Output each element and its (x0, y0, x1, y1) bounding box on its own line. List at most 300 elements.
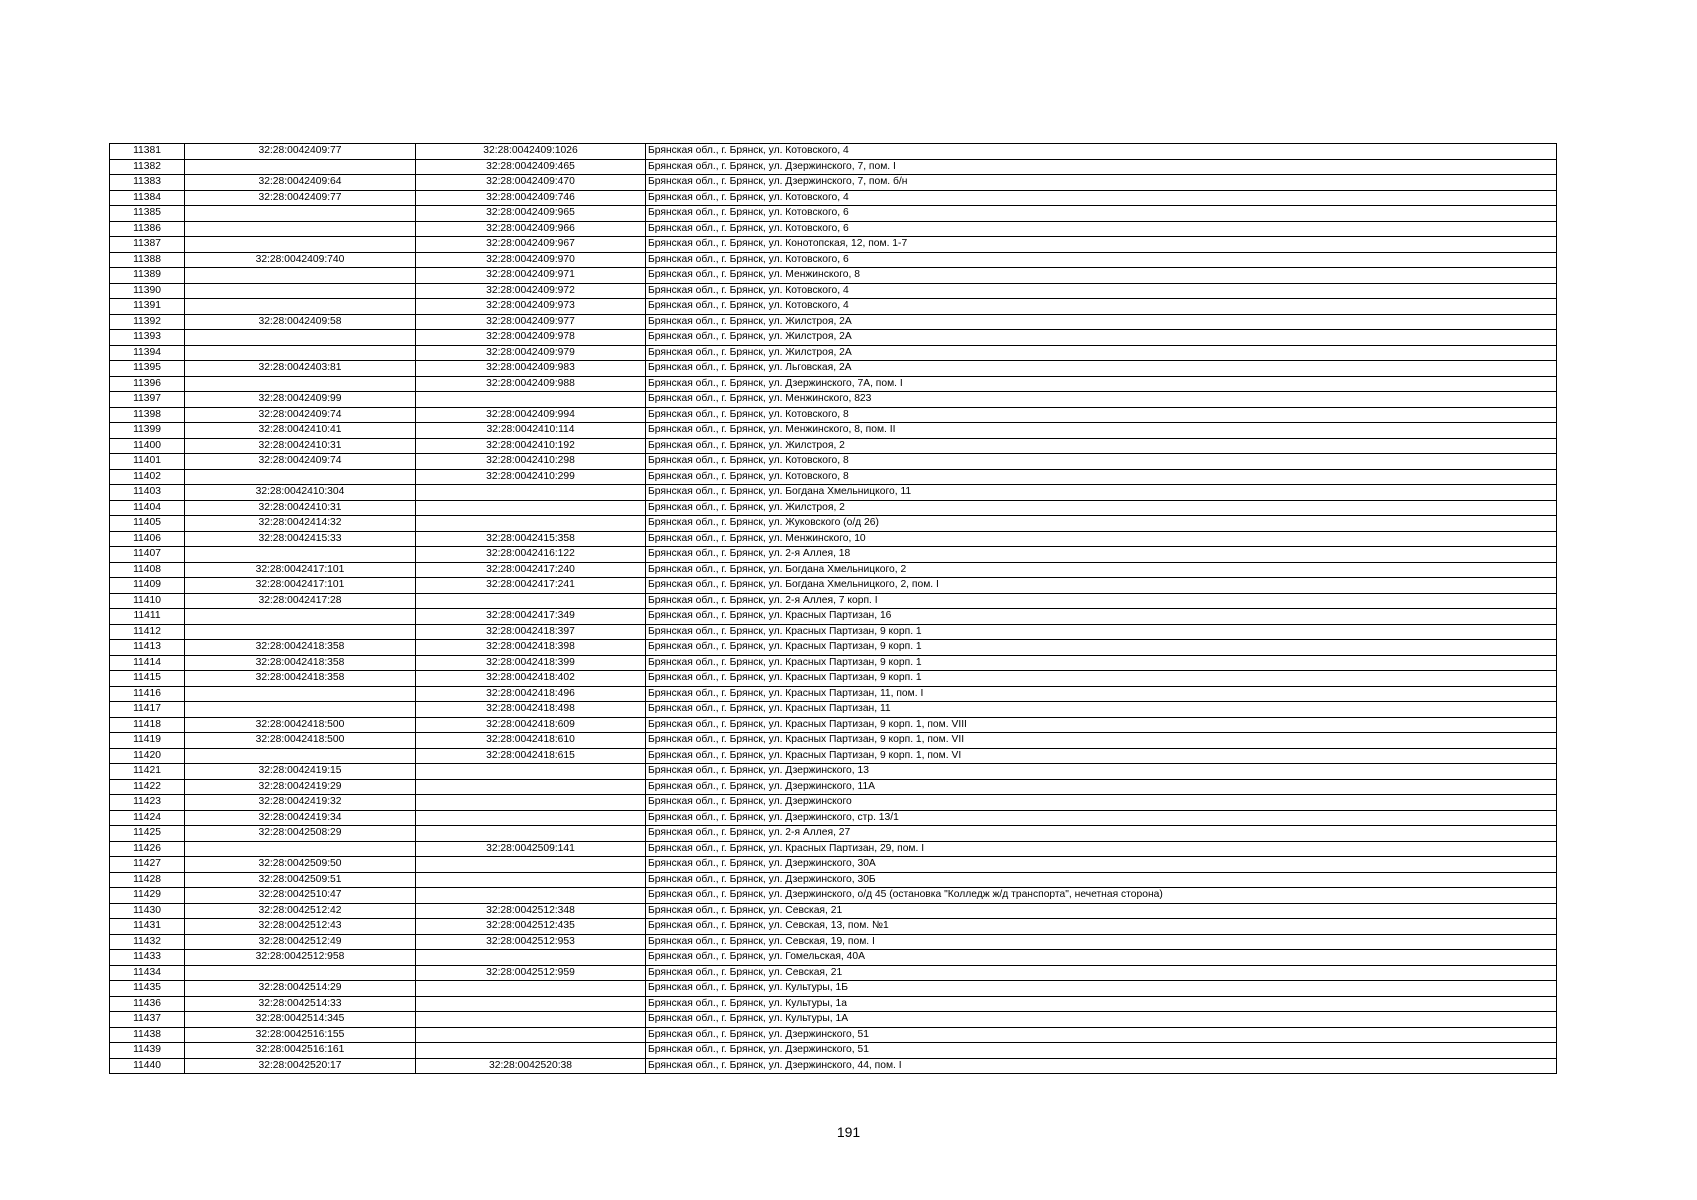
table-row (110, 175, 1557, 191)
table-row (110, 1012, 1557, 1028)
row-number-cell: 11421 (110, 764, 185, 780)
object-number-cell (416, 485, 646, 501)
table-row (110, 609, 1557, 625)
address-cell: Брянская обл., г. Брянск, ул. Красных Партизан, 16 (646, 609, 1557, 625)
table-row (110, 655, 1557, 671)
land-parcel-cell (185, 686, 416, 702)
table-row (110, 206, 1557, 222)
object-number-cell: 32:28:0042512:435 (416, 919, 646, 935)
land-parcel-cell: 32:28:0042520:17 (185, 1058, 416, 1074)
object-number-cell (416, 996, 646, 1012)
table-row (110, 268, 1557, 284)
land-parcel-cell (185, 748, 416, 764)
address-cell: Брянская обл., г. Брянск, ул. Дзержинского, о/д 45 (остановка "Колледж ж/д транспорта", нечетная сторона) (646, 888, 1557, 904)
row-number-cell: 11392 (110, 314, 185, 330)
table-row (110, 1058, 1557, 1074)
row-number-cell: 11424 (110, 810, 185, 826)
row-number-cell: 11402 (110, 469, 185, 485)
address-cell: Брянская обл., г. Брянск, ул. Красных Партизан, 11 (646, 702, 1557, 718)
table-row (110, 376, 1557, 392)
land-parcel-cell (185, 965, 416, 981)
table-row (110, 407, 1557, 423)
address-cell: Брянская обл., г. Брянск, ул. Красных Партизан, 9 корп. 1, пом. VIII (646, 717, 1557, 733)
land-parcel-cell: 32:28:0042410:31 (185, 500, 416, 516)
table-row (110, 469, 1557, 485)
object-number-cell (416, 1027, 646, 1043)
table-row (110, 733, 1557, 749)
land-parcel-cell (185, 206, 416, 222)
land-parcel-cell: 32:28:0042417:28 (185, 593, 416, 609)
row-number-cell: 11383 (110, 175, 185, 191)
object-number-cell (416, 764, 646, 780)
object-number-cell: 32:28:0042512:953 (416, 934, 646, 950)
table-row (110, 965, 1557, 981)
table-row (110, 779, 1557, 795)
address-cell: Брянская обл., г. Брянск, ул. Дзержинского, 51 (646, 1043, 1557, 1059)
address-cell: Брянская обл., г. Брянск, ул. Котовского, 6 (646, 252, 1557, 268)
row-number-cell: 11417 (110, 702, 185, 718)
object-number-cell: 32:28:0042520:38 (416, 1058, 646, 1074)
table-row (110, 826, 1557, 842)
object-number-cell (416, 1012, 646, 1028)
address-cell: Брянская обл., г. Брянск, ул. Дзержинского, 7А, пом. I (646, 376, 1557, 392)
row-number-cell: 11413 (110, 640, 185, 656)
row-number-cell: 11416 (110, 686, 185, 702)
object-number-cell: 32:28:0042409:966 (416, 221, 646, 237)
object-number-cell: 32:28:0042409:979 (416, 345, 646, 361)
land-parcel-cell: 32:28:0042419:15 (185, 764, 416, 780)
object-number-cell: 32:28:0042410:192 (416, 438, 646, 454)
land-parcel-cell: 32:28:0042418:358 (185, 671, 416, 687)
table-row (110, 624, 1557, 640)
table-row (110, 1043, 1557, 1059)
address-cell: Брянская обл., г. Брянск, ул. Дзержинского, 7, пом. б/н (646, 175, 1557, 191)
row-number-cell: 11403 (110, 485, 185, 501)
land-parcel-cell: 32:28:0042512:958 (185, 950, 416, 966)
land-parcel-cell (185, 469, 416, 485)
object-number-cell (416, 500, 646, 516)
table-row (110, 330, 1557, 346)
object-number-cell: 32:28:0042410:299 (416, 469, 646, 485)
row-number-cell: 11422 (110, 779, 185, 795)
object-number-cell: 32:28:0042409:967 (416, 237, 646, 253)
table-row (110, 345, 1557, 361)
object-number-cell: 32:28:0042409:973 (416, 299, 646, 315)
address-cell: Брянская обл., г. Брянск, ул. Дзержинского, 11А (646, 779, 1557, 795)
table-row (110, 748, 1557, 764)
address-cell: Брянская обл., г. Брянск, ул. Жилстроя, 2А (646, 345, 1557, 361)
address-cell: Брянская обл., г. Брянск, ул. Культуры, 1Б (646, 981, 1557, 997)
address-cell: Брянская обл., г. Брянск, ул. Дзержинского, 51 (646, 1027, 1557, 1043)
object-number-cell (416, 795, 646, 811)
object-number-cell: 32:28:0042409:977 (416, 314, 646, 330)
row-number-cell: 11430 (110, 903, 185, 919)
land-parcel-cell (185, 268, 416, 284)
land-parcel-cell (185, 702, 416, 718)
object-number-cell: 32:28:0042417:240 (416, 562, 646, 578)
table-row (110, 283, 1557, 299)
object-number-cell (416, 857, 646, 873)
table-row (110, 531, 1557, 547)
row-number-cell: 11394 (110, 345, 185, 361)
object-number-cell: 32:28:0042415:358 (416, 531, 646, 547)
row-number-cell: 11431 (110, 919, 185, 935)
land-parcel-cell: 32:28:0042514:29 (185, 981, 416, 997)
row-number-cell: 11419 (110, 733, 185, 749)
row-number-cell: 11393 (110, 330, 185, 346)
row-number-cell: 11382 (110, 159, 185, 175)
object-number-cell (416, 516, 646, 532)
address-cell: Брянская обл., г. Брянск, ул. Котовского, 8 (646, 454, 1557, 470)
address-cell: Брянская обл., г. Брянск, ул. Красных Партизан, 11, пом. I (646, 686, 1557, 702)
object-number-cell: 32:28:0042410:298 (416, 454, 646, 470)
table-row (110, 159, 1557, 175)
address-cell: Брянская обл., г. Брянск, ул. Красных Партизан, 9 корп. 1, пом. VII (646, 733, 1557, 749)
table-row (110, 314, 1557, 330)
object-number-cell: 32:28:0042418:498 (416, 702, 646, 718)
address-cell: Брянская обл., г. Брянск, ул. Богдана Хмельницкого, 2, пом. I (646, 578, 1557, 594)
land-parcel-cell (185, 159, 416, 175)
object-number-cell: 32:28:0042410:114 (416, 423, 646, 439)
object-number-cell: 32:28:0042418:397 (416, 624, 646, 640)
object-number-cell: 32:28:0042417:241 (416, 578, 646, 594)
address-cell: Брянская обл., г. Брянск, ул. Котовского, 4 (646, 144, 1557, 160)
row-number-cell: 11389 (110, 268, 185, 284)
table-row (110, 237, 1557, 253)
land-parcel-cell (185, 624, 416, 640)
address-cell: Брянская обл., г. Брянск, ул. Богдана Хмельницкого, 2 (646, 562, 1557, 578)
row-number-cell: 11434 (110, 965, 185, 981)
row-number-cell: 11386 (110, 221, 185, 237)
object-number-cell: 32:28:0042409:983 (416, 361, 646, 377)
row-number-cell: 11425 (110, 826, 185, 842)
address-cell: Брянская обл., г. Брянск, ул. Дзержинского, 44, пом. I (646, 1058, 1557, 1074)
land-parcel-cell: 32:28:0042516:155 (185, 1027, 416, 1043)
address-cell: Брянская обл., г. Брянск, ул. Жилстроя, 2 (646, 438, 1557, 454)
row-number-cell: 11426 (110, 841, 185, 857)
object-number-cell: 32:28:0042509:141 (416, 841, 646, 857)
address-cell: Брянская обл., г. Брянск, ул. Дзержинского, 30А (646, 857, 1557, 873)
row-number-cell: 11395 (110, 361, 185, 377)
table-row (110, 299, 1557, 315)
land-parcel-cell: 32:28:0042415:33 (185, 531, 416, 547)
row-number-cell: 11423 (110, 795, 185, 811)
row-number-cell: 11409 (110, 578, 185, 594)
row-number-cell: 11408 (110, 562, 185, 578)
row-number-cell: 11407 (110, 547, 185, 563)
row-number-cell: 11412 (110, 624, 185, 640)
address-cell: Брянская обл., г. Брянск, ул. Жилстроя, 2 (646, 500, 1557, 516)
land-parcel-cell: 32:28:0042409:99 (185, 392, 416, 408)
address-cell: Брянская обл., г. Брянск, ул. Дзержинского (646, 795, 1557, 811)
object-number-cell: 32:28:0042512:959 (416, 965, 646, 981)
table-row (110, 578, 1557, 594)
object-number-cell (416, 872, 646, 888)
row-number-cell: 11405 (110, 516, 185, 532)
table-row (110, 934, 1557, 950)
row-number-cell: 11390 (110, 283, 185, 299)
address-cell: Брянская обл., г. Брянск, ул. Жуковского (о/д 26) (646, 516, 1557, 532)
table-row (110, 702, 1557, 718)
table-row (110, 810, 1557, 826)
address-cell: Брянская обл., г. Брянск, ул. Красных Партизан, 9 корп. 1, пом. VI (646, 748, 1557, 764)
table-row (110, 454, 1557, 470)
registry-table (109, 143, 1557, 1074)
row-number-cell: 11401 (110, 454, 185, 470)
address-cell: Брянская обл., г. Брянск, ул. Красных Партизан, 9 корп. 1 (646, 671, 1557, 687)
row-number-cell: 11399 (110, 423, 185, 439)
table-row (110, 717, 1557, 733)
land-parcel-cell (185, 330, 416, 346)
row-number-cell: 11388 (110, 252, 185, 268)
table-row (110, 252, 1557, 268)
row-number-cell: 11410 (110, 593, 185, 609)
land-parcel-cell: 32:28:0042414:32 (185, 516, 416, 532)
land-parcel-cell (185, 237, 416, 253)
land-parcel-cell: 32:28:0042418:358 (185, 640, 416, 656)
address-cell: Брянская обл., г. Брянск, ул. Менжинского, 10 (646, 531, 1557, 547)
land-parcel-cell: 32:28:0042417:101 (185, 562, 416, 578)
row-number-cell: 11435 (110, 981, 185, 997)
object-number-cell (416, 593, 646, 609)
address-cell: Брянская обл., г. Брянск, ул. Льговская, 2А (646, 361, 1557, 377)
object-number-cell: 32:28:0042418:399 (416, 655, 646, 671)
land-parcel-cell: 32:28:0042409:58 (185, 314, 416, 330)
row-number-cell: 11429 (110, 888, 185, 904)
row-number-cell: 11440 (110, 1058, 185, 1074)
address-cell: Брянская обл., г. Брянск, ул. Севская, 21 (646, 903, 1557, 919)
address-cell: Брянская обл., г. Брянск, ул. Дзержинского, 13 (646, 764, 1557, 780)
object-number-cell: 32:28:0042409:971 (416, 268, 646, 284)
land-parcel-cell: 32:28:0042419:32 (185, 795, 416, 811)
land-parcel-cell: 32:28:0042509:50 (185, 857, 416, 873)
row-number-cell: 11439 (110, 1043, 185, 1059)
land-parcel-cell (185, 841, 416, 857)
object-number-cell (416, 981, 646, 997)
land-parcel-cell (185, 547, 416, 563)
object-number-cell: 32:28:0042418:496 (416, 686, 646, 702)
object-number-cell: 32:28:0042418:610 (416, 733, 646, 749)
table-row (110, 888, 1557, 904)
object-number-cell: 32:28:0042409:970 (416, 252, 646, 268)
object-number-cell: 32:28:0042417:349 (416, 609, 646, 625)
land-parcel-cell: 32:28:0042509:51 (185, 872, 416, 888)
table-row (110, 671, 1557, 687)
row-number-cell: 11406 (110, 531, 185, 547)
row-number-cell: 11396 (110, 376, 185, 392)
object-number-cell: 32:28:0042409:978 (416, 330, 646, 346)
object-number-cell: 32:28:0042418:609 (416, 717, 646, 733)
row-number-cell: 11381 (110, 144, 185, 160)
address-cell: Брянская обл., г. Брянск, ул. Культуры, 1А (646, 1012, 1557, 1028)
land-parcel-cell: 32:28:0042418:358 (185, 655, 416, 671)
land-parcel-cell: 32:28:0042409:74 (185, 454, 416, 470)
row-number-cell: 11411 (110, 609, 185, 625)
land-parcel-cell: 32:28:0042409:77 (185, 190, 416, 206)
object-number-cell: 32:28:0042409:470 (416, 175, 646, 191)
land-parcel-cell: 32:28:0042512:42 (185, 903, 416, 919)
address-cell: Брянская обл., г. Брянск, ул. Севская, 19, пом. I (646, 934, 1557, 950)
address-cell: Брянская обл., г. Брянск, ул. Жилстроя, 2А (646, 314, 1557, 330)
land-parcel-cell: 32:28:0042514:33 (185, 996, 416, 1012)
object-number-cell: 32:28:0042409:988 (416, 376, 646, 392)
land-parcel-cell: 32:28:0042418:500 (185, 733, 416, 749)
land-parcel-cell: 32:28:0042508:29 (185, 826, 416, 842)
table-row (110, 640, 1557, 656)
land-parcel-cell (185, 609, 416, 625)
address-cell: Брянская обл., г. Брянск, ул. Котовского, 8 (646, 407, 1557, 423)
land-parcel-cell: 32:28:0042410:304 (185, 485, 416, 501)
object-number-cell: 32:28:0042409:746 (416, 190, 646, 206)
object-number-cell: 32:28:0042409:1026 (416, 144, 646, 160)
land-parcel-cell: 32:28:0042418:500 (185, 717, 416, 733)
row-number-cell: 11436 (110, 996, 185, 1012)
table-row (110, 392, 1557, 408)
address-cell: Брянская обл., г. Брянск, ул. Красных Партизан, 9 корп. 1 (646, 655, 1557, 671)
land-parcel-cell (185, 376, 416, 392)
table-row (110, 841, 1557, 857)
land-parcel-cell: 32:28:0042419:34 (185, 810, 416, 826)
table-row (110, 485, 1557, 501)
object-number-cell (416, 810, 646, 826)
table-row (110, 686, 1557, 702)
address-cell: Брянская обл., г. Брянск, ул. Дзержинского, 30Б (646, 872, 1557, 888)
address-cell: Брянская обл., г. Брянск, ул. 2-я Аллея, 27 (646, 826, 1557, 842)
object-number-cell: 32:28:0042512:348 (416, 903, 646, 919)
registry-table-body (110, 144, 1557, 1074)
row-number-cell: 11385 (110, 206, 185, 222)
address-cell: Брянская обл., г. Брянск, ул. Конотопская, 12, пом. 1-7 (646, 237, 1557, 253)
row-number-cell: 11414 (110, 655, 185, 671)
row-number-cell: 11384 (110, 190, 185, 206)
address-cell: Брянская обл., г. Брянск, ул. Жилстроя, 2А (646, 330, 1557, 346)
table-row (110, 438, 1557, 454)
address-cell: Брянская обл., г. Брянск, ул. 2-я Аллея, 7 корп. I (646, 593, 1557, 609)
table-row (110, 361, 1557, 377)
object-number-cell: 32:28:0042409:965 (416, 206, 646, 222)
table-row (110, 857, 1557, 873)
address-cell: Брянская обл., г. Брянск, ул. Менжинского, 8, пом. II (646, 423, 1557, 439)
table-row (110, 996, 1557, 1012)
object-number-cell: 32:28:0042409:465 (416, 159, 646, 175)
table-row (110, 1027, 1557, 1043)
object-number-cell: 32:28:0042418:615 (416, 748, 646, 764)
address-cell: Брянская обл., г. Брянск, ул. Красных Партизан, 9 корп. 1 (646, 624, 1557, 640)
address-cell: Брянская обл., г. Брянск, ул. Котовского, 4 (646, 299, 1557, 315)
table-row (110, 190, 1557, 206)
object-number-cell: 32:28:0042409:972 (416, 283, 646, 299)
row-number-cell: 11404 (110, 500, 185, 516)
table-row (110, 547, 1557, 563)
address-cell: Брянская обл., г. Брянск, ул. Дзержинского, стр. 13/1 (646, 810, 1557, 826)
address-cell: Брянская обл., г. Брянск, ул. Котовского, 6 (646, 206, 1557, 222)
object-number-cell (416, 392, 646, 408)
land-parcel-cell: 32:28:0042410:41 (185, 423, 416, 439)
land-parcel-cell (185, 283, 416, 299)
land-parcel-cell (185, 345, 416, 361)
land-parcel-cell: 32:28:0042403:81 (185, 361, 416, 377)
address-cell: Брянская обл., г. Брянск, ул. Культуры, 1а (646, 996, 1557, 1012)
table-row (110, 593, 1557, 609)
land-parcel-cell: 32:28:0042512:43 (185, 919, 416, 935)
table-row (110, 764, 1557, 780)
address-cell: Брянская обл., г. Брянск, ул. Севская, 21 (646, 965, 1557, 981)
land-parcel-cell: 32:28:0042409:74 (185, 407, 416, 423)
row-number-cell: 11437 (110, 1012, 185, 1028)
land-parcel-cell: 32:28:0042510:47 (185, 888, 416, 904)
land-parcel-cell: 32:28:0042514:345 (185, 1012, 416, 1028)
address-cell: Брянская обл., г. Брянск, ул. Менжинского, 8 (646, 268, 1557, 284)
row-number-cell: 11397 (110, 392, 185, 408)
object-number-cell: 32:28:0042418:402 (416, 671, 646, 687)
table-row (110, 903, 1557, 919)
land-parcel-cell: 32:28:0042409:64 (185, 175, 416, 191)
object-number-cell: 32:28:0042418:398 (416, 640, 646, 656)
row-number-cell: 11387 (110, 237, 185, 253)
row-number-cell: 11433 (110, 950, 185, 966)
table-row (110, 950, 1557, 966)
land-parcel-cell: 32:28:0042410:31 (185, 438, 416, 454)
row-number-cell: 11432 (110, 934, 185, 950)
land-parcel-cell: 32:28:0042512:49 (185, 934, 416, 950)
table-row (110, 795, 1557, 811)
land-parcel-cell: 32:28:0042417:101 (185, 578, 416, 594)
object-number-cell (416, 826, 646, 842)
address-cell: Брянская обл., г. Брянск, ул. Дзержинского, 7, пом. I (646, 159, 1557, 175)
address-cell: Брянская обл., г. Брянск, ул. Котовского, 4 (646, 283, 1557, 299)
table-row (110, 562, 1557, 578)
land-parcel-cell: 32:28:0042516:161 (185, 1043, 416, 1059)
object-number-cell: 32:28:0042409:994 (416, 407, 646, 423)
object-number-cell (416, 950, 646, 966)
object-number-cell (416, 1043, 646, 1059)
address-cell: Брянская обл., г. Брянск, ул. Котовского, 6 (646, 221, 1557, 237)
table-row (110, 872, 1557, 888)
table-row (110, 919, 1557, 935)
address-cell: Брянская обл., г. Брянск, ул. 2-я Аллея, 18 (646, 547, 1557, 563)
row-number-cell: 11428 (110, 872, 185, 888)
table-row (110, 516, 1557, 532)
object-number-cell (416, 779, 646, 795)
address-cell: Брянская обл., г. Брянск, ул. Гомельская, 40А (646, 950, 1557, 966)
row-number-cell: 11427 (110, 857, 185, 873)
row-number-cell: 11420 (110, 748, 185, 764)
address-cell: Брянская обл., г. Брянск, ул. Красных Партизан, 9 корп. 1 (646, 640, 1557, 656)
row-number-cell: 11398 (110, 407, 185, 423)
object-number-cell (416, 888, 646, 904)
row-number-cell: 11418 (110, 717, 185, 733)
row-number-cell: 11400 (110, 438, 185, 454)
row-number-cell: 11438 (110, 1027, 185, 1043)
address-cell: Брянская обл., г. Брянск, ул. Красных Партизан, 29, пом. I (646, 841, 1557, 857)
address-cell: Брянская обл., г. Брянск, ул. Котовского, 4 (646, 190, 1557, 206)
land-parcel-cell: 32:28:0042409:77 (185, 144, 416, 160)
table-row (110, 981, 1557, 997)
page-number: 191 (836, 1124, 861, 1140)
table-row (110, 423, 1557, 439)
land-parcel-cell (185, 221, 416, 237)
address-cell: Брянская обл., г. Брянск, ул. Севская, 13, пом. №1 (646, 919, 1557, 935)
object-number-cell: 32:28:0042416:122 (416, 547, 646, 563)
land-parcel-cell: 32:28:0042419:29 (185, 779, 416, 795)
address-cell: Брянская обл., г. Брянск, ул. Котовского, 8 (646, 469, 1557, 485)
address-cell: Брянская обл., г. Брянск, ул. Менжинского, 823 (646, 392, 1557, 408)
land-parcel-cell (185, 299, 416, 315)
land-parcel-cell: 32:28:0042409:740 (185, 252, 416, 268)
table-row (110, 221, 1557, 237)
row-number-cell: 11391 (110, 299, 185, 315)
address-cell: Брянская обл., г. Брянск, ул. Богдана Хмельницкого, 11 (646, 485, 1557, 501)
